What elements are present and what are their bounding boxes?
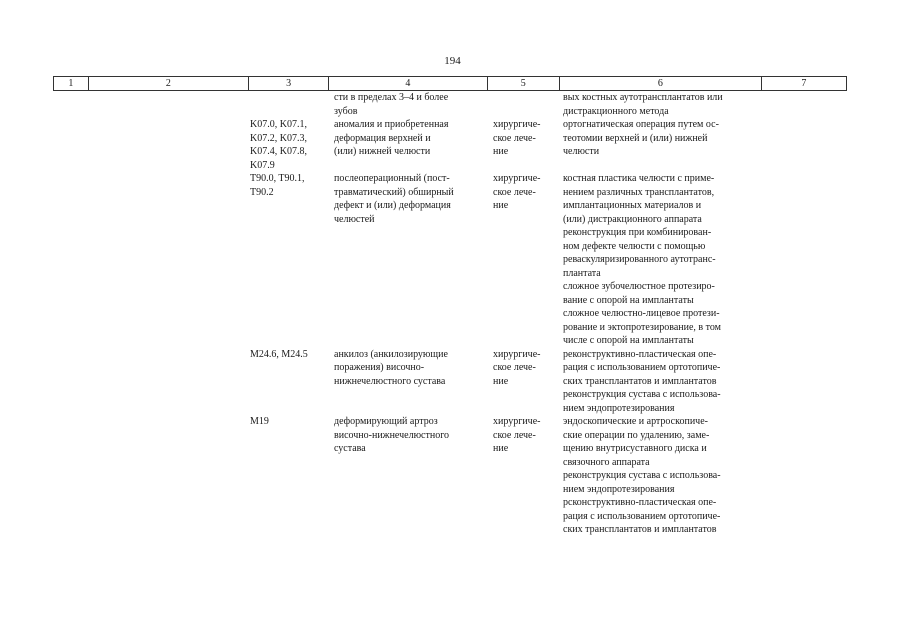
- diagnosis-codes-cell: [248, 415, 328, 537]
- table-row: [53, 91, 847, 118]
- cell-text-line: сложное зубочелюстное протезиро-: [563, 281, 715, 292]
- cell-text-line: деформирующий артроз: [334, 416, 438, 427]
- treatment-type-cell: [487, 118, 559, 172]
- column-header-4: 4: [329, 77, 487, 90]
- cell-text-line: дефект и (или) деформация: [334, 200, 451, 211]
- cell-text-line: нижнечелюстного сустава: [334, 375, 446, 387]
- condition-cell: [328, 172, 487, 348]
- cell-text-line: ских трансплантатов и имплантатов: [563, 375, 717, 387]
- diagnosis-codes-cell: [248, 91, 328, 118]
- cell-text-line: щению внутрисуставного диска и: [563, 443, 707, 454]
- treatment-type-cell: [487, 415, 559, 537]
- cell-text-line: ортогнатическая операция путем ос-: [563, 119, 719, 130]
- column-header-7: 7: [762, 77, 847, 90]
- treatment-method-cell: [559, 118, 762, 172]
- cell-text-line: T90.2: [250, 186, 274, 198]
- cell-text-line: K07.2, K07.3,: [250, 132, 307, 144]
- cell-text-line: реконструкция при комбинирован-: [563, 227, 712, 238]
- condition-cell: [328, 118, 487, 172]
- cell-text-line: челюсти: [563, 146, 600, 157]
- cell-text-line: нием эндопротезирования: [563, 483, 675, 495]
- cell-text-line: ское лече-: [493, 132, 536, 144]
- cell-text-line: аномалия и приобретенная: [334, 119, 449, 130]
- cell-text-line: поражения) височно-: [334, 362, 425, 373]
- cell-col-2: [87, 91, 248, 118]
- cell-col-1: [53, 118, 87, 172]
- cell-col-7: [762, 91, 847, 118]
- cell-text-line: ние: [493, 200, 509, 211]
- page-number: 194: [444, 55, 461, 67]
- cell-text-line: зубов: [334, 105, 358, 117]
- cell-col-2: [87, 348, 248, 416]
- cell-text-line: нением различных трансплантатов,: [563, 186, 715, 198]
- diagnosis-codes-cell: [248, 118, 328, 172]
- table-header-row: [53, 76, 847, 91]
- cell-text-line: M24.6, M24.5: [250, 348, 308, 360]
- cell-col-1: [53, 348, 87, 416]
- cell-text-line: сти в пределах 3–4 и более: [334, 92, 449, 103]
- column-header-1: 1: [53, 77, 89, 90]
- cell-text-line: рация с использованием ортотопиче-: [563, 362, 721, 373]
- cell-col-7: [762, 348, 847, 416]
- cell-col-7: [762, 118, 847, 172]
- cell-col-2: [87, 172, 248, 348]
- treatment-method-cell: [559, 91, 762, 118]
- cell-text-line: анкилоз (анкилозирующие: [334, 348, 448, 360]
- treatment-type-cell: [487, 172, 559, 348]
- cell-text-line: сложное челюстно-лицевое протези-: [563, 308, 720, 319]
- cell-col-7: [762, 172, 847, 348]
- cell-col-2: [87, 118, 248, 172]
- cell-col-1: [53, 415, 87, 537]
- cell-text-line: дистракционного метода: [563, 105, 669, 117]
- cell-text-line: ское лече-: [493, 186, 536, 198]
- cell-text-line: ское лече-: [493, 362, 536, 373]
- cell-text-line: теотомии верхней и (или) нижней: [563, 132, 708, 144]
- cell-text-line: вание с опорой на имплантаты: [563, 294, 694, 306]
- cell-text-line: K07.0, K07.1,: [250, 119, 307, 130]
- cell-text-line: хирургиче-: [493, 173, 541, 184]
- cell-text-line: числе с опорой на имплантаты: [563, 335, 694, 346]
- diagnosis-codes-cell: [248, 348, 328, 416]
- cell-text-line: реконструкция сустава с использова-: [563, 389, 721, 400]
- cell-text-line: хирургиче-: [493, 416, 541, 427]
- cell-text-line: нием эндопротезирования: [563, 402, 675, 414]
- column-header-2: 2: [89, 77, 249, 90]
- treatment-method-cell: [559, 415, 762, 537]
- cell-text-line: K07.9: [250, 159, 275, 171]
- cell-text-line: послеоперационный (пост-: [334, 173, 450, 184]
- cell-col-1: [53, 91, 87, 118]
- cell-text-line: рация с использованием ортотопиче-: [563, 510, 721, 522]
- cell-text-line: ских трансплантатов и имплантатов: [563, 524, 717, 535]
- cell-text-line: M19: [250, 416, 269, 427]
- cell-text-line: ние: [493, 443, 509, 454]
- cell-text-line: T90.0, T90.1,: [250, 173, 305, 184]
- cell-text-line: ское лече-: [493, 429, 536, 441]
- cell-text-line: ские операции по удалению, заме-: [563, 429, 710, 441]
- cell-text-line: челюстей: [334, 213, 375, 225]
- cell-text-line: ние: [493, 375, 509, 387]
- cell-text-line: хирургиче-: [493, 348, 541, 360]
- cell-text-line: (или) дистракционного аппарата: [563, 213, 702, 225]
- cell-text-line: рсконструктивно-пластическая опе-: [563, 497, 717, 508]
- cell-col-7: [762, 415, 847, 537]
- table-body: [53, 91, 847, 537]
- column-header-3: 3: [249, 77, 329, 90]
- cell-text-line: ном дефекте челюсти с помощью: [563, 240, 706, 252]
- table-row: [53, 415, 847, 537]
- treatment-method-cell: [559, 348, 762, 416]
- diagnosis-codes-cell: [248, 172, 328, 348]
- medical-procedures-table: [53, 76, 847, 537]
- cell-text-line: плантата: [563, 267, 601, 279]
- column-header-6: 6: [560, 77, 762, 90]
- column-header-5: 5: [488, 77, 560, 90]
- cell-text-line: реваскуляризированного аутотранс-: [563, 254, 716, 265]
- condition-cell: [328, 415, 487, 537]
- cell-text-line: травматический) обширный: [334, 186, 454, 198]
- cell-text-line: хирургиче-: [493, 119, 541, 130]
- condition-cell: [328, 348, 487, 416]
- cell-text-line: ние: [493, 146, 509, 157]
- cell-text-line: костная пластика челюсти с приме-: [563, 173, 715, 184]
- cell-col-2: [87, 415, 248, 537]
- cell-text-line: сустава: [334, 443, 366, 454]
- cell-text-line: рование и эктопротезирование, в том: [563, 321, 721, 333]
- cell-text-line: вых костных аутотрансплантатов или: [563, 92, 723, 103]
- treatment-method-cell: [559, 172, 762, 348]
- table-row: [53, 118, 847, 172]
- cell-col-1: [53, 172, 87, 348]
- cell-text-line: K07.4, K07.8,: [250, 146, 307, 157]
- cell-text-line: височно-нижнечелюстного: [334, 429, 450, 441]
- treatment-type-cell: [487, 91, 559, 118]
- cell-text-line: реконструкция сустава с использова-: [563, 470, 721, 481]
- table-row: [53, 172, 847, 348]
- table-row: [53, 348, 847, 416]
- cell-text-line: реконструктивно-пластическая опе-: [563, 348, 717, 360]
- cell-text-line: эндоскопические и артроскопиче-: [563, 416, 708, 427]
- cell-text-line: деформация верхней и: [334, 132, 431, 144]
- treatment-type-cell: [487, 348, 559, 416]
- condition-cell: [328, 91, 487, 118]
- cell-text-line: (или) нижней челюсти: [334, 146, 431, 157]
- cell-text-line: связочного аппарата: [563, 456, 650, 468]
- cell-text-line: имплантационных материалов и: [563, 200, 702, 211]
